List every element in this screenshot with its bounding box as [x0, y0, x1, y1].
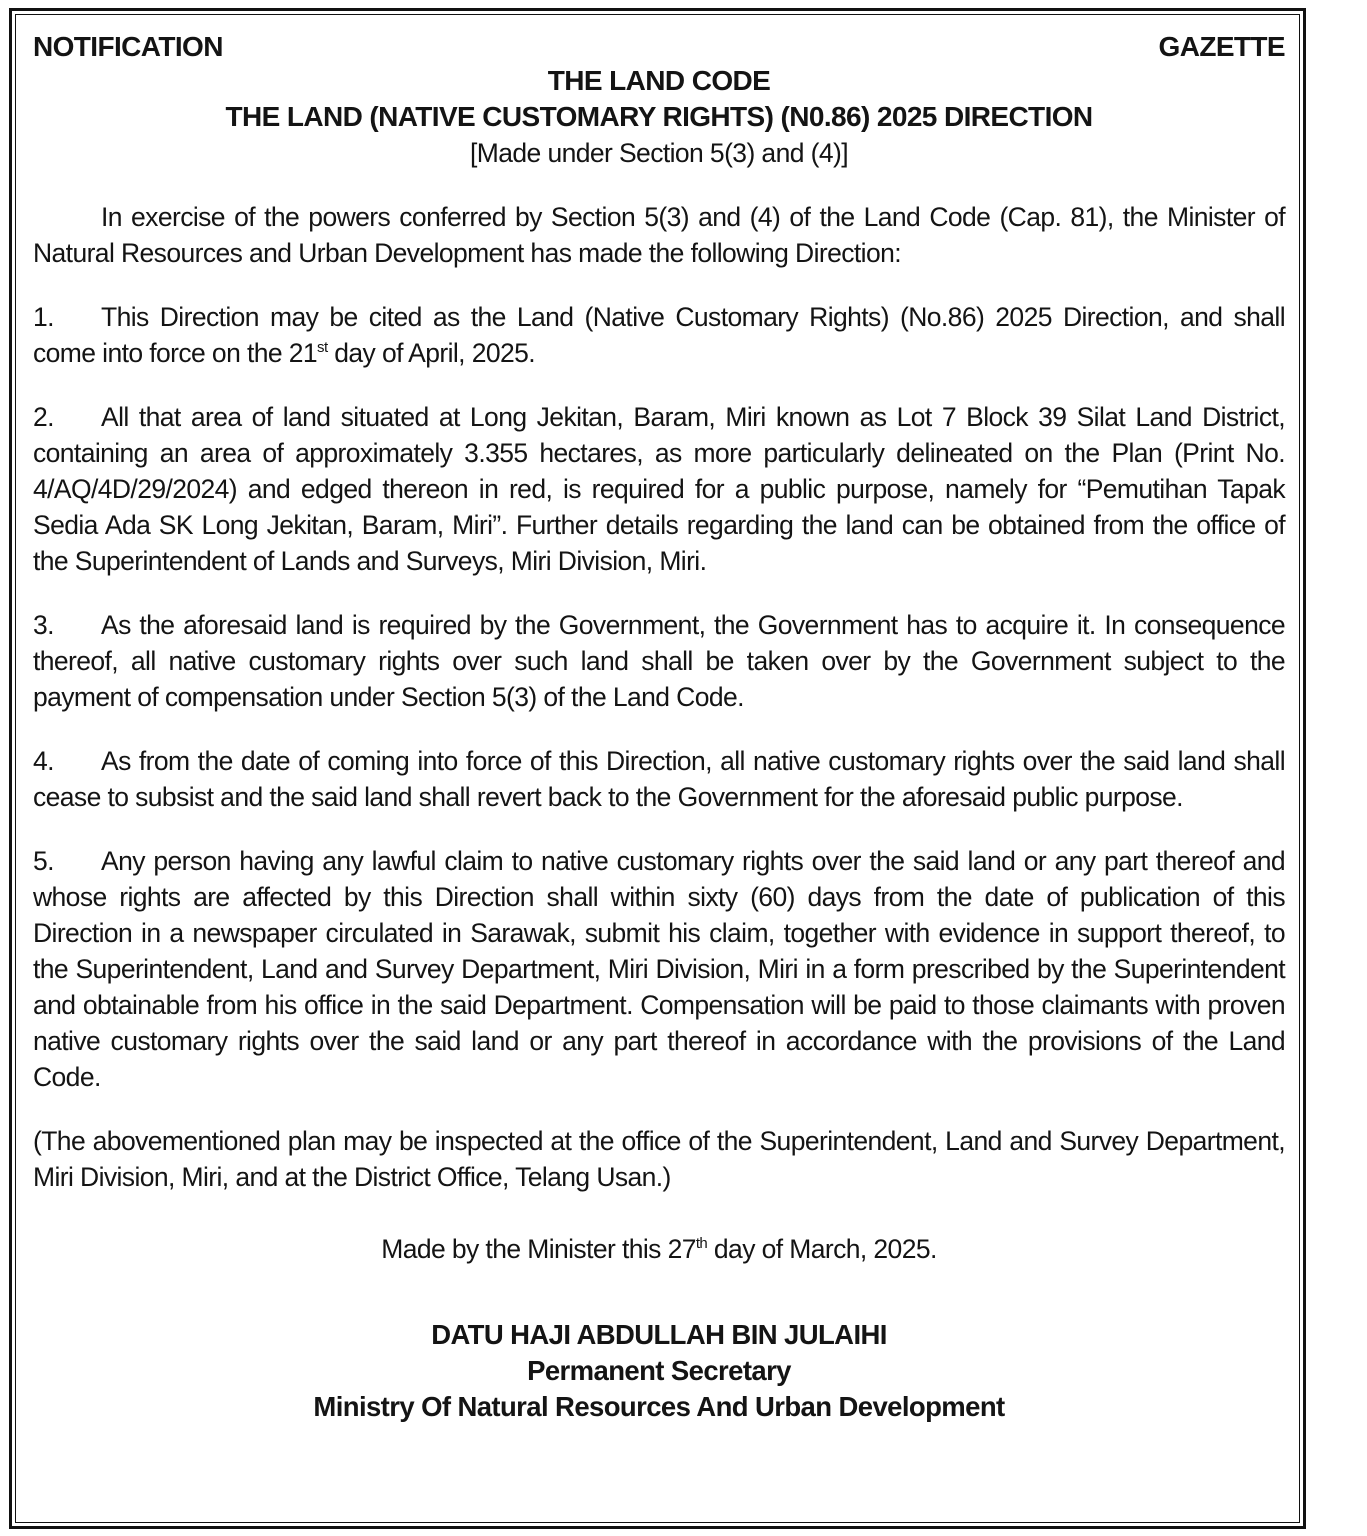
- clause-text: As from the date of coming into force of this Direction, all native customary rights over the said land shall cease to subsist and the said land shall revert back to the Government for the aforesaid public purpose.: [33, 746, 1285, 812]
- ordinal-suffix: st: [317, 339, 328, 357]
- signatory-name: DATU HAJI ABDULLAH BIN JULAIHI: [431, 1319, 887, 1350]
- clause-3: [33, 607, 1285, 715]
- clause-number: 1.: [33, 302, 54, 332]
- made-text: day of March, 2025.: [707, 1234, 937, 1264]
- title-land-code: THE LAND CODE: [547, 65, 771, 96]
- notice-body: [33, 29, 1285, 1425]
- signatory-ministry: Ministry Of Natural Resources And Urban Development: [313, 1391, 1005, 1422]
- clause-text: As the aforesaid land is required by the Government, the Government has to acquire it. In consequence thereof, all native customary rights over such land shall be taken over by the Government subject to the payment of compensation under Section 5(3) of the Land Code.: [33, 610, 1285, 712]
- clause-number: 5.: [33, 846, 54, 876]
- clause-text: day of April, 2025.: [327, 338, 536, 368]
- made-by-line: [33, 1231, 1285, 1267]
- notification-label: NOTIFICATION: [33, 31, 223, 62]
- ordinal-suffix: th: [695, 1235, 708, 1253]
- intro-paragraph: In exercise of the powers conferred by Section 5(3) and (4) of the Land Code (Cap. 81), the Minister of Natural Resources and Urban Development has made the following Direction:: [33, 202, 1285, 268]
- clause-1: [33, 299, 1285, 371]
- clause-4: [33, 743, 1285, 815]
- clause-2: [33, 399, 1285, 579]
- clause-text: All that area of land situated at Long Jekitan, Baram, Miri known as Lot 7 Block 39 Silat Land District, containing an area of approximately 3.355 hectares, as more particularly delineated on the Plan (Print No. 4/AQ/4D/29/2024) and edged thereon in red, is required for a public purpose, namely for “Pemutihan Tapak Sedia Ada SK Long Jekitan, Baram, Miri”. Further details regarding the land can be obtained from the office of the Superintendent of Lands and Surveys, Miri Division, Miri.: [33, 402, 1285, 576]
- plan-inspection-note: (The abovementioned plan may be inspected at the office of the Superintendent, Land and Survey Department, Miri Division, Miri, and at the District Office, Telang Usan.): [33, 1126, 1285, 1192]
- clause-text: Any person having any lawful claim to native customary rights over the said land or any part thereof and whose rights are affected by this Direction shall within sixty (60) days from the date of publication of this Direction in a newspaper circulated in Sarawak, submit his claim, together with evidence in support thereof, to the Superintendent, Land and Survey Department, Miri Division, Miri in a form prescribed by the Superintendent and obtainable from his office in the said Department. Compensation will be paid to those claimants with proven native customary rights over the said land or any part thereof in accordance with the provisions of the Land Code.: [33, 846, 1285, 1092]
- clause-text: This Direction may be cited as the Land (Native Customary Rights) (No.86) 2025 Direction, and shall come into force on the 21: [33, 302, 1285, 368]
- clause-number: 4.: [33, 746, 54, 776]
- clause-number: 3.: [33, 610, 54, 640]
- clause-number: 2.: [33, 402, 54, 432]
- gazette-label: GAZETTE: [1158, 31, 1285, 62]
- clause-5: [33, 843, 1285, 1095]
- title-direction: THE LAND (NATIVE CUSTOMARY RIGHTS) (N0.86) 2025 DIRECTION: [225, 101, 1093, 132]
- header-line: [33, 29, 1285, 65]
- signatory-title: Permanent Secretary: [527, 1355, 791, 1386]
- made-text: Made by the Minister this 27: [381, 1234, 696, 1264]
- made-under-subtitle: [Made under Section 5(3) and (4)]: [470, 138, 848, 168]
